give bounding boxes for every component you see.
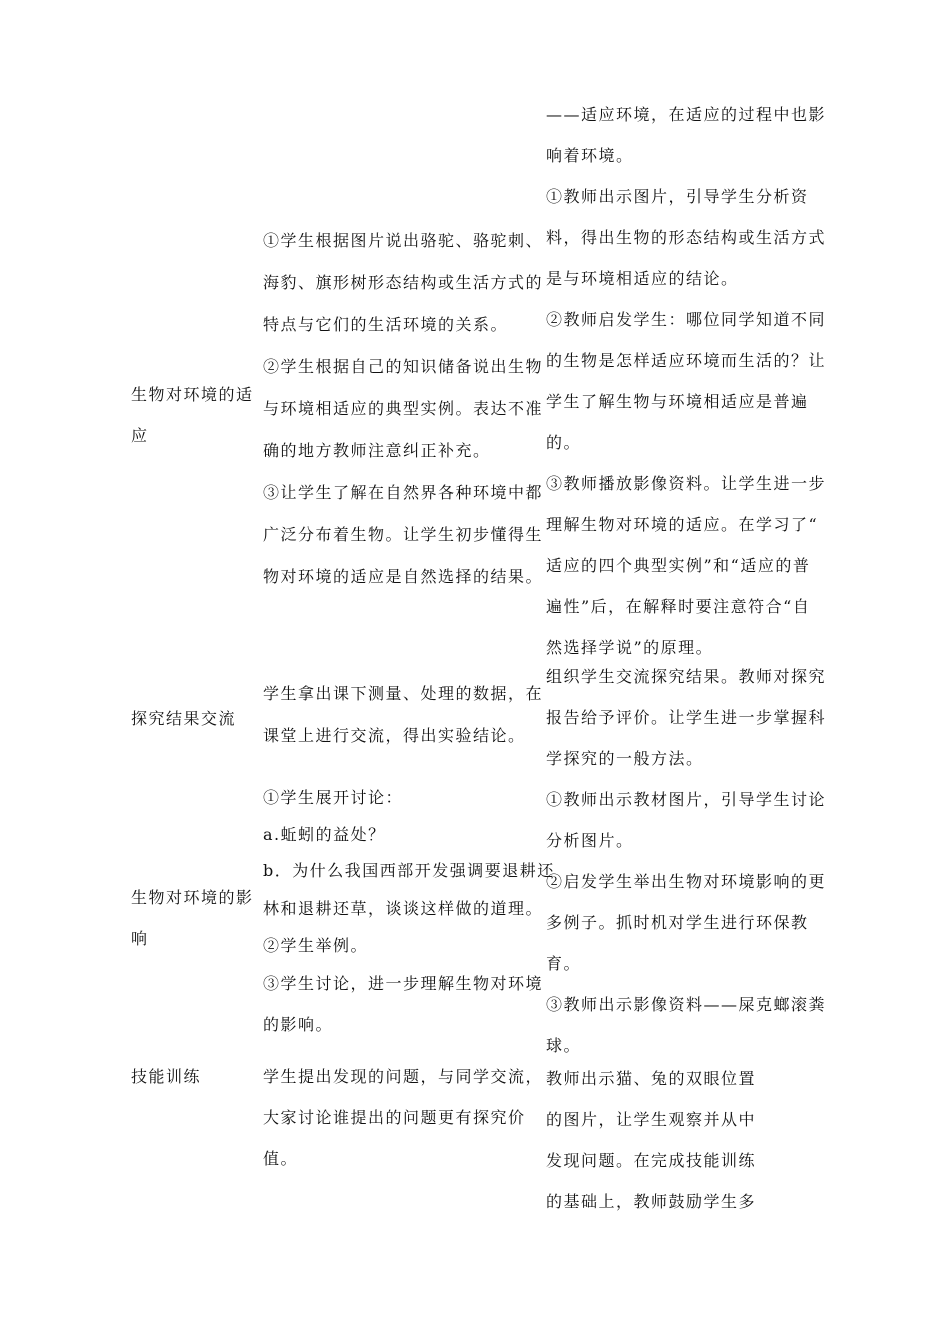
row3-student-line: a.蚯蚓的益处？ (263, 825, 386, 844)
row1-teacher-line: ②教师启发学生：哪位同学知道不同 (546, 310, 827, 329)
row2-topic-line: 探究结果交流 (131, 709, 237, 728)
row1-teacher-line: ①教师出示图片，引导学生分析资 (546, 187, 809, 206)
row1-teacher-line: 的生物是怎样适应环境而生活的？让 (546, 351, 827, 370)
row1-student-line: 物对环境的适应是自然选择的结果。 (263, 567, 544, 586)
row1-topic-line: 生物对环境的适 (131, 385, 254, 404)
row1-topic (131, 374, 253, 456)
row1-student-line: 广泛分布着生物。让学生初步懂得生 (263, 525, 544, 544)
row3-teacher-activity (546, 779, 826, 1066)
row3-student-line: ②学生举例。 (263, 936, 369, 955)
row4-student-line: 值。 (263, 1149, 299, 1168)
row4-teacher-line: 教师出示猫、兔的双眼位置 (546, 1069, 757, 1088)
row4-student-line: 大家讨论谁提出的问题更有探究价 (263, 1108, 526, 1127)
row2-teacher-activity (546, 656, 826, 779)
row4-teacher-line: 的图片，让学生观察并从中 (546, 1110, 757, 1129)
row3-teacher-line: ①教师出示教材图片，引导学生讨论 (546, 790, 827, 809)
row1-topic-line: 应 (131, 426, 149, 445)
row4-student-activity (263, 1056, 543, 1179)
row4-teacher-line: 的基础上，教师鼓励学生多 (546, 1192, 757, 1211)
row1-teacher-line: ——适应环境，在适应的过程中也影 (546, 105, 827, 124)
row1-teacher-line: 遍性”后，在解释时要注意符合“自 (546, 597, 811, 616)
row4-teacher-activity (546, 1058, 826, 1222)
row3-student-line: ①学生展开讨论： (263, 788, 404, 807)
row3-student-line: b．为什么我国西部开发强调要退耕还 (263, 861, 555, 880)
row1-teacher-activity (546, 94, 826, 668)
row1-student-line: ①学生根据图片说出骆驼、骆驼刺、 (263, 231, 544, 250)
row3-topic-line: 生物对环境的影 (131, 888, 254, 907)
row1-teacher-line: 学生了解生物与环境相适应是普遍 (546, 392, 809, 411)
row2-student-line: 课堂上进行交流，得出实验结论。 (263, 726, 526, 745)
row1-teacher-line: 料，得出生物的形态结构或生活方式 (546, 228, 827, 247)
row4-teacher-line: 发现问题。在完成技能训练 (546, 1151, 757, 1170)
row1-teacher-line: 适应的四个典型实例”和“适应的普 (546, 556, 811, 575)
row3-teacher-line: 育。 (546, 954, 582, 973)
row2-teacher-line: 学探究的一般方法。 (546, 749, 704, 768)
row1-teacher-line: 响着环境。 (546, 146, 634, 165)
row3-student-activity (263, 778, 555, 1046)
row1-student-line: 海豹、旗形树形态结构或生活方式的 (263, 273, 544, 292)
row3-teacher-line: 球。 (546, 1036, 582, 1055)
row2-teacher-line: 报告给予评价。让学生进一步掌握科 (546, 708, 827, 727)
row3-student-line: ③学生讨论，进一步理解生物对环境 (263, 974, 544, 993)
row1-teacher-line: ③教师播放影像资料。让学生进一步 (546, 474, 827, 493)
row2-teacher-line: 组织学生交流探究结果。教师对探究 (546, 667, 827, 686)
row3-teacher-line: ②启发学生举出生物对环境影响的更 (546, 872, 827, 891)
row3-student-line: 的影响。 (263, 1015, 334, 1034)
row1-student-line: ③让学生了解在自然界各种环境中都 (263, 483, 544, 502)
row1-teacher-line: 然选择学说”的原理。 (546, 638, 714, 657)
row2-student-line: 学生拿出课下测量、处理的数据，在 (263, 684, 544, 703)
row1-student-line: 与环境相适应的典型实例。表达不准 (263, 399, 544, 418)
row3-student-line: 林和退耕还草，谈谈这样做的道理。 (263, 899, 544, 918)
row1-student-line: 确的地方教师注意纠正补充。 (263, 441, 491, 460)
row3-teacher-line: 分析图片。 (546, 831, 634, 850)
row2-student-activity (263, 673, 543, 757)
row1-student-line: 特点与它们的生活环境的关系。 (263, 315, 509, 334)
row3-teacher-line: 多例子。抓时机对学生进行环保教 (546, 913, 809, 932)
row2-topic (131, 698, 253, 739)
row1-teacher-line: 是与环境相适应的结论。 (546, 269, 739, 288)
row4-student-line: 学生提出发现的问题，与同学交流， (263, 1067, 544, 1086)
row1-student-line: ②学生根据自己的知识储备说出生物 (263, 357, 544, 376)
row1-student-activity (263, 220, 543, 598)
row1-teacher-line: 理解生物对环境的适应。在学习了“ (546, 515, 819, 534)
row3-topic (131, 877, 253, 959)
row1-teacher-line: 的。 (546, 433, 582, 452)
row3-teacher-line: ③教师出示影像资料——屎克螂滚粪 (546, 995, 827, 1014)
row4-topic (131, 1056, 253, 1097)
row3-topic-line: 响 (131, 929, 149, 948)
row4-topic-line: 技能训练 (131, 1067, 202, 1086)
